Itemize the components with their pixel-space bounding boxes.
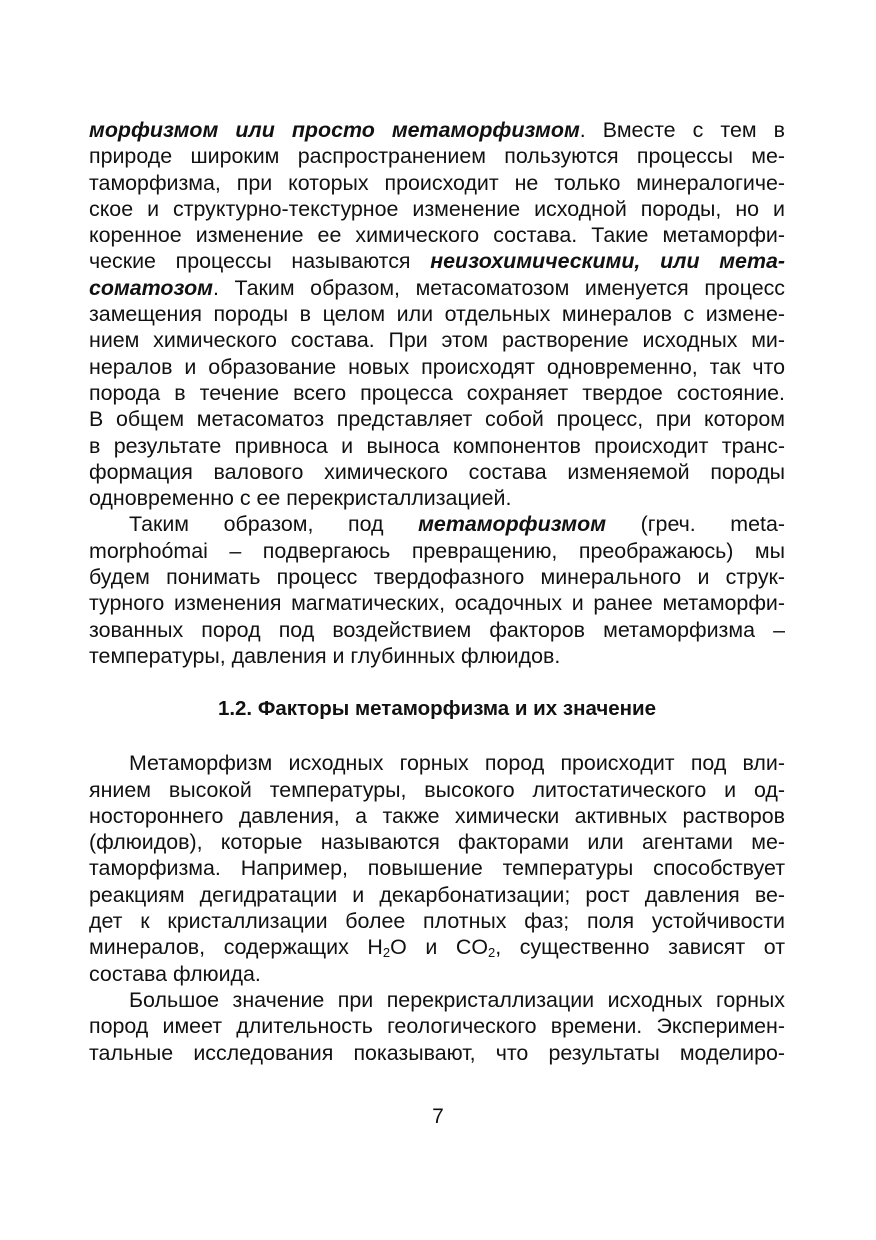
text-run: минералов, содержащих H: [89, 935, 383, 960]
text-line: ностороннего давления, а также химически активных растворов: [89, 803, 785, 828]
text-run: , существенно зависят от: [495, 935, 785, 960]
text-run: . Таким образом, метасоматозом именуется процесс: [213, 275, 785, 300]
text-line: янием высокой температуры, высокого литостатического и од-: [89, 777, 785, 802]
page-body: [89, 117, 785, 1066]
paragraph-metamorphism-factors: [89, 750, 785, 987]
text-line: таморфизма, при которых происходит не только минералогиче-: [89, 170, 785, 195]
text-line: турного изменения магматических, осадочных и ранее метаморфи-: [89, 591, 785, 616]
text-run: Таким образом, под: [129, 512, 419, 537]
text-line: замещения породы в целом или отдельных минералов с измене-: [89, 302, 785, 327]
text-line: [89, 934, 785, 960]
text-line: [89, 117, 785, 143]
subscript: 2: [382, 945, 391, 961]
text-line: природе широким распространением пользуются процессы ме-: [89, 144, 785, 169]
paragraph-metasomatism: [89, 117, 785, 511]
text-line: [89, 248, 785, 274]
text-run: . Вместе с тем в: [579, 118, 785, 142]
text-run: O и CO: [390, 935, 488, 960]
text-line: ское и структурно-текстурное изменение исходной породы, но и: [89, 196, 785, 221]
paragraph-geologic-time: [89, 987, 785, 1066]
text-line: в результате привноса и выноса компонентов происходит транс-: [89, 433, 785, 458]
paragraph-metamorphism-definition: [89, 511, 785, 669]
text-line: таморфизма. Например, повышение температуры способствует: [89, 856, 785, 881]
page-number: 7: [432, 1105, 444, 1128]
emphasized-term: неизохимическими, или мета-: [430, 249, 785, 274]
emphasized-term: метаморфизмом: [418, 512, 607, 537]
text-line: состава флюида.: [89, 961, 261, 986]
text-line: Метаморфизм исходных горных пород происходит под вли-: [129, 751, 785, 776]
text-line: будем понимать процесс твердофазного минерального и струк-: [89, 565, 785, 590]
emphasized-term: соматозом: [89, 275, 214, 300]
text-line: (флюидов), которые называются факторами или агентами ме-: [89, 830, 785, 855]
text-line: зованных пород под воздействием факторов метаморфизма –: [89, 617, 785, 642]
text-line: дет к кристаллизации более плотных фаз; поля устойчивости: [89, 909, 785, 934]
text-run: ческие процессы называются: [89, 249, 431, 274]
text-line: [89, 511, 785, 537]
text-line: Большое значение при перекристаллизации исходных горных: [129, 987, 785, 1012]
section-heading: 1.2. Факторы метаморфизма и их значение: [217, 697, 657, 721]
text-line: температуры, давления и глубинных флюидов.: [89, 643, 561, 668]
text-line: нералов и образование новых происходят одновременно, так что: [89, 354, 785, 379]
text-line: пород имеет длительность геологического времени. Эксперимен-: [89, 1014, 785, 1039]
text-line: В общем метасоматоз представляет собой процесс, при котором: [89, 407, 785, 432]
text-line: morphoómai – подвергаюсь превращению, преображаюсь) мы: [89, 538, 785, 563]
text-line: одновременно с ее перекристаллизацией.: [89, 486, 512, 511]
text-line: формация валового химического состава изменяемой породы: [89, 459, 785, 484]
text-line: тальные исследования показывают, что результаты моделиро-: [89, 1040, 785, 1065]
text-line: коренное изменение ее химического состава. Такие метаморфи-: [89, 223, 785, 248]
emphasized-term: морфизмом или просто метаморфизмом: [89, 118, 580, 142]
text-line: [89, 275, 785, 301]
text-line: реакциям дегидратации и декарбонатизации; рост давления ве-: [89, 882, 785, 907]
subscript: 2: [487, 945, 496, 961]
text-line: порода в течение всего процесса сохраняет твердое состояние.: [89, 380, 785, 405]
text-line: нием химического состава. При этом растворение исходных ми-: [89, 328, 785, 353]
text-run: (греч. meta-: [606, 512, 785, 537]
